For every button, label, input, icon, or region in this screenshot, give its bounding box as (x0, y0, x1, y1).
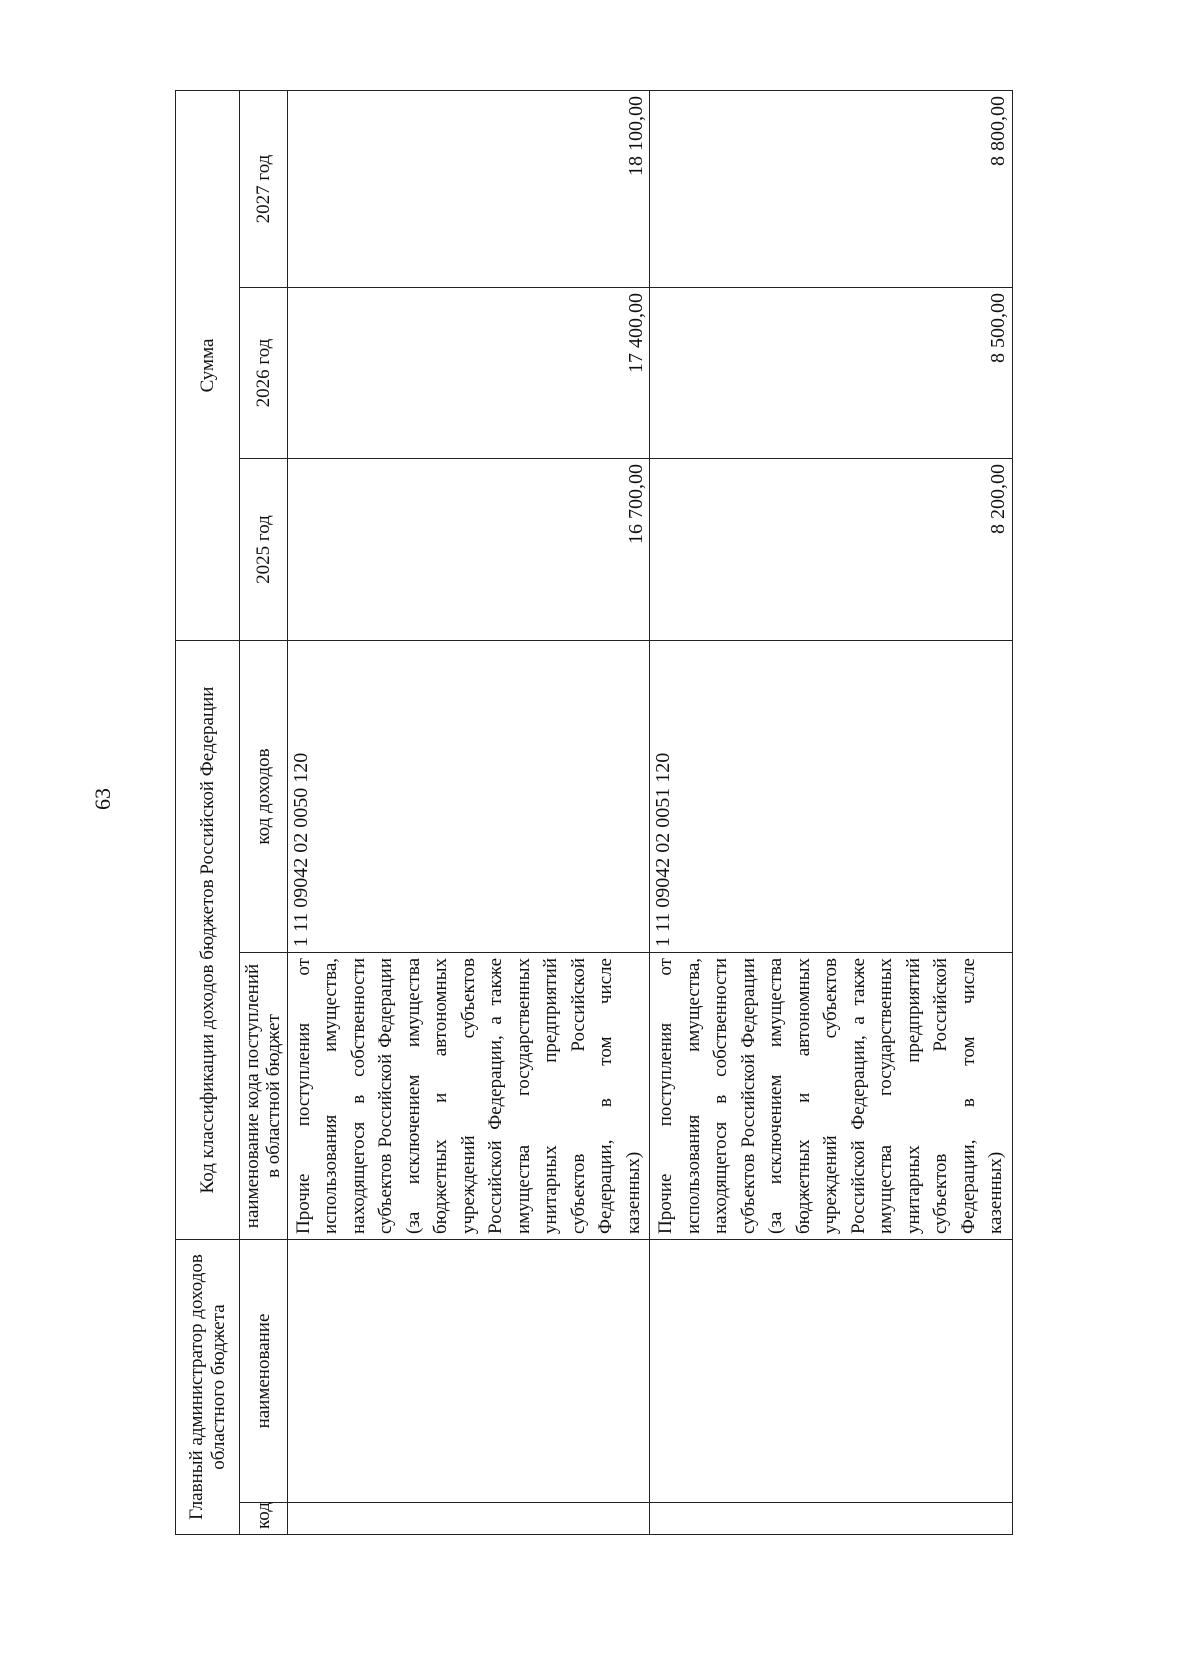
revenue-table (175, 90, 1013, 1535)
header-income-name: наименование кода поступлений в областной бюджет (240, 953, 288, 1240)
header-admin-group: Главный администратор доходов областного бюджета (176, 1240, 240, 1535)
header-code: код (240, 1503, 288, 1535)
row-code (287, 1503, 650, 1535)
row-sum-2027: 18 100,00 (287, 90, 650, 287)
row-name (650, 1240, 1013, 1503)
row-code (650, 1503, 1013, 1535)
row-name (287, 1240, 650, 1503)
row-sum-2025: 8 200,00 (650, 459, 1013, 641)
header-name: наименование (240, 1240, 288, 1503)
row-income-code: 1 11 09042 02 0050 120 (287, 641, 650, 953)
row-sum-2026: 17 400,00 (287, 288, 650, 459)
row-sum-2025: 16 700,00 (287, 459, 650, 641)
header-sum-group: Сумма (176, 90, 240, 640)
row-sum-2026: 8 500,00 (650, 288, 1013, 459)
page-number: 63 (90, 788, 115, 810)
header-classification-group: Код классификации доходов бюджетов Российской Федерации (176, 641, 240, 1240)
table-row (287, 90, 650, 1534)
row-description: Прочие поступления от использования имущества, находящегося в собственности субъектов Российской Федерации (за исключением имущества бюджетных и автономных учреждений субъектов Российской Федерации, а также имущества государственных унитарных предприятий субъектов Российской Федерации, в том числе казенных) (287, 953, 650, 1240)
header-year-2025: 2025 год (240, 459, 288, 641)
header-year-2026: 2026 год (240, 288, 288, 459)
row-description: Прочие поступления от использования имущества, находящегося в собственности субъектов Российской Федерации (за исключением имущества бюджетных и автономных учреждений субъектов Российской Федерации, а также имущества государственных унитарных предприятий субъектов Российской Федерации, в том числе казенных) (650, 953, 1013, 1240)
rotated-table-container (175, 91, 1010, 1535)
row-sum-2027: 8 800,00 (650, 90, 1013, 287)
table-row (650, 90, 1013, 1534)
header-year-2027: 2027 год (240, 90, 288, 287)
header-income-code: код доходов (240, 641, 288, 953)
row-income-code: 1 11 09042 02 0051 120 (650, 641, 1013, 953)
